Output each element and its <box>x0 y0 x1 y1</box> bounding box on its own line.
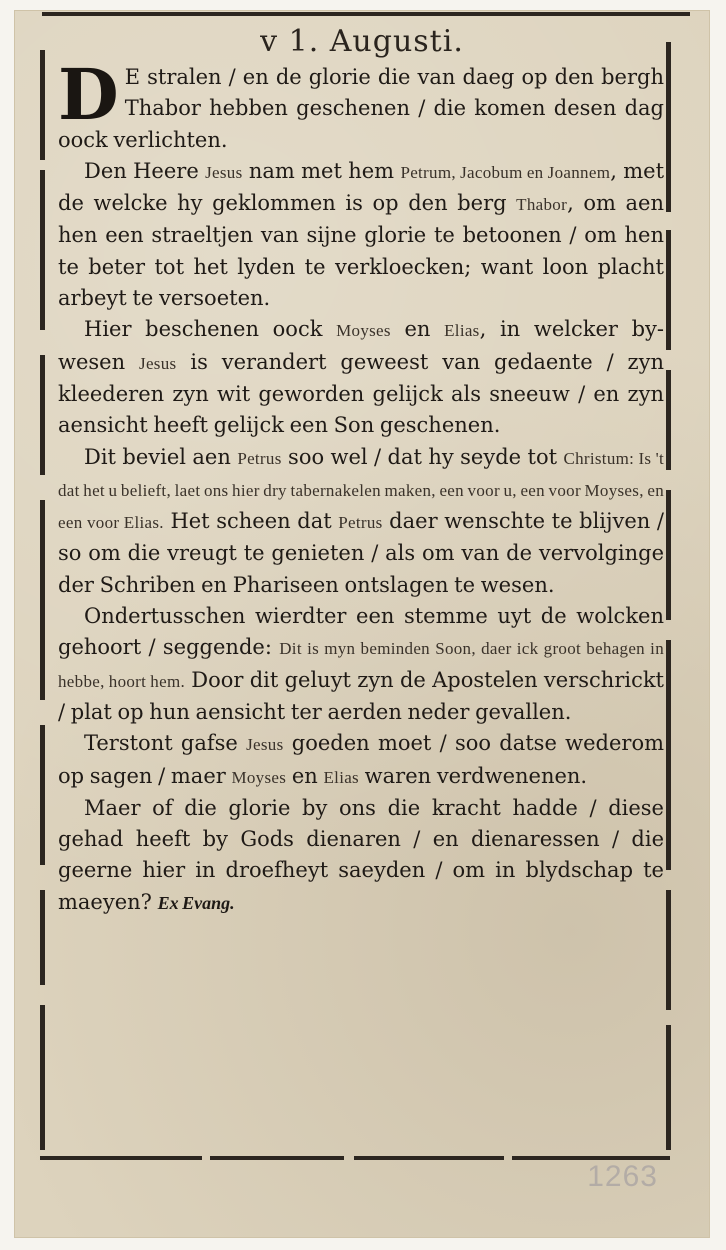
paragraph <box>58 53 664 156</box>
text-segment: waren verdwenenen. <box>358 763 588 788</box>
text-segment: Ondertusschen wierdter een stemme uyt de wolcken gehoort / seggende: <box>58 604 664 660</box>
text-segment: , in welcker by-wesen <box>58 317 664 374</box>
text-segment: Het scheen dat <box>163 509 339 534</box>
right-border-rule <box>666 490 671 620</box>
paragraph <box>58 156 664 314</box>
left-border-rule <box>40 1005 45 1150</box>
text-segment: nam met hem <box>242 158 401 183</box>
date-heading: v 1. Augusti. <box>260 24 464 59</box>
text-segment: Terstont gafse <box>84 731 247 756</box>
text-segment: Hier beschenen oock <box>84 317 337 342</box>
left-border-rule <box>40 500 45 700</box>
right-border-rule <box>666 42 671 212</box>
text-segment: Thabor <box>516 195 568 215</box>
text-segment: en <box>286 763 324 788</box>
text-segment: Den Heere <box>84 158 206 183</box>
text-segment: Door dit geluyt zyn de Apostelen verschrickt / plat op hun aensicht ter aerden neder gevallen. <box>58 667 665 724</box>
text-segment: Dit is myn beminden Soon, daer ick groot behagen in hebbe, hoort hem. <box>58 639 665 691</box>
text-segment: is verandert geweest van gedaente / zyn kleederen zyn wit geworden gelijck als sneeuw / en zyn aensicht heeft gelijck een Son geschenen. <box>58 349 665 438</box>
left-border-rule <box>40 355 45 475</box>
left-border-rule <box>40 725 45 865</box>
top-border-rule <box>42 12 690 16</box>
text-segment: Elias <box>444 321 480 341</box>
text-segment: Maer of die glorie by ons die kracht hadde / diese gehad heeft by Gods dienaren / en dienaressen / die geerne hier in droefheyt saeyden / om in blydschap te maeyen? <box>58 795 664 914</box>
text-segment: Jesus <box>205 162 243 182</box>
text-segment: Dit beviel aen <box>84 444 238 469</box>
text-segment: en <box>390 317 445 342</box>
right-border-rule <box>666 370 671 470</box>
bottom-border-rule <box>40 1156 202 1160</box>
text-segment: soo wel / dat hy seyde tot <box>281 444 564 469</box>
catalog-number: 1263 <box>587 1160 658 1193</box>
text-segment: E stralen / en de glorie die van daeg op den bergh Thabor hebben geschenen / die komen desen dag oock verlichten. <box>58 65 664 152</box>
body-text <box>58 53 665 919</box>
source-signoff: Ex Evang. <box>157 892 235 913</box>
bottom-border-rule <box>210 1156 344 1160</box>
left-border-rule <box>40 890 45 985</box>
paragraph <box>58 601 664 728</box>
text-segment: Petrus <box>338 513 383 533</box>
text-segment: Moyses <box>231 767 287 787</box>
text-segment: Petrum, Jacobum en Joannem <box>400 162 611 182</box>
text-segment: Elias <box>323 767 359 787</box>
text-segment: daer wenschte te blijven / so om die vreugt te genieten / als om van de vervolginge der Schriben en Phariseen ontslagen te wesen. <box>58 509 664 597</box>
right-border-rule <box>666 230 671 350</box>
text-segment: , om aen hen een straeltjen van sijne glorie te betoonen / om hen te beter tot het lyden te verkloecken; want loon placht arbeyt te versoeten. <box>58 191 664 311</box>
bottom-border-rule <box>354 1156 504 1160</box>
text-segment: , met de welcke hy geklommen is op den berg <box>58 158 665 216</box>
printed-leaf <box>14 10 710 1238</box>
text-segment: Moyses <box>336 321 391 341</box>
text-segment: Jesus <box>246 735 284 755</box>
left-border-rule <box>40 170 45 330</box>
drop-cap: D <box>58 53 119 136</box>
text-segment: Petrus <box>237 448 282 468</box>
paragraph <box>58 314 664 441</box>
paragraph <box>58 793 664 919</box>
text-segment: Jesus <box>139 353 177 373</box>
text-segment: Christum: Is 't dat het u belieft, laet ons hier dry tabernakelen maken, een voor u, een voor Moyses, en een voor Elias. <box>58 448 665 533</box>
right-border-rule <box>666 890 671 1010</box>
text-segment: goeden moet / soo datse wederom op sagen / maer <box>58 731 664 788</box>
paragraph <box>58 442 664 601</box>
right-border-rule <box>666 640 671 870</box>
left-border-rule <box>40 50 45 160</box>
paragraph <box>58 728 664 793</box>
right-border-rule <box>666 1025 671 1150</box>
